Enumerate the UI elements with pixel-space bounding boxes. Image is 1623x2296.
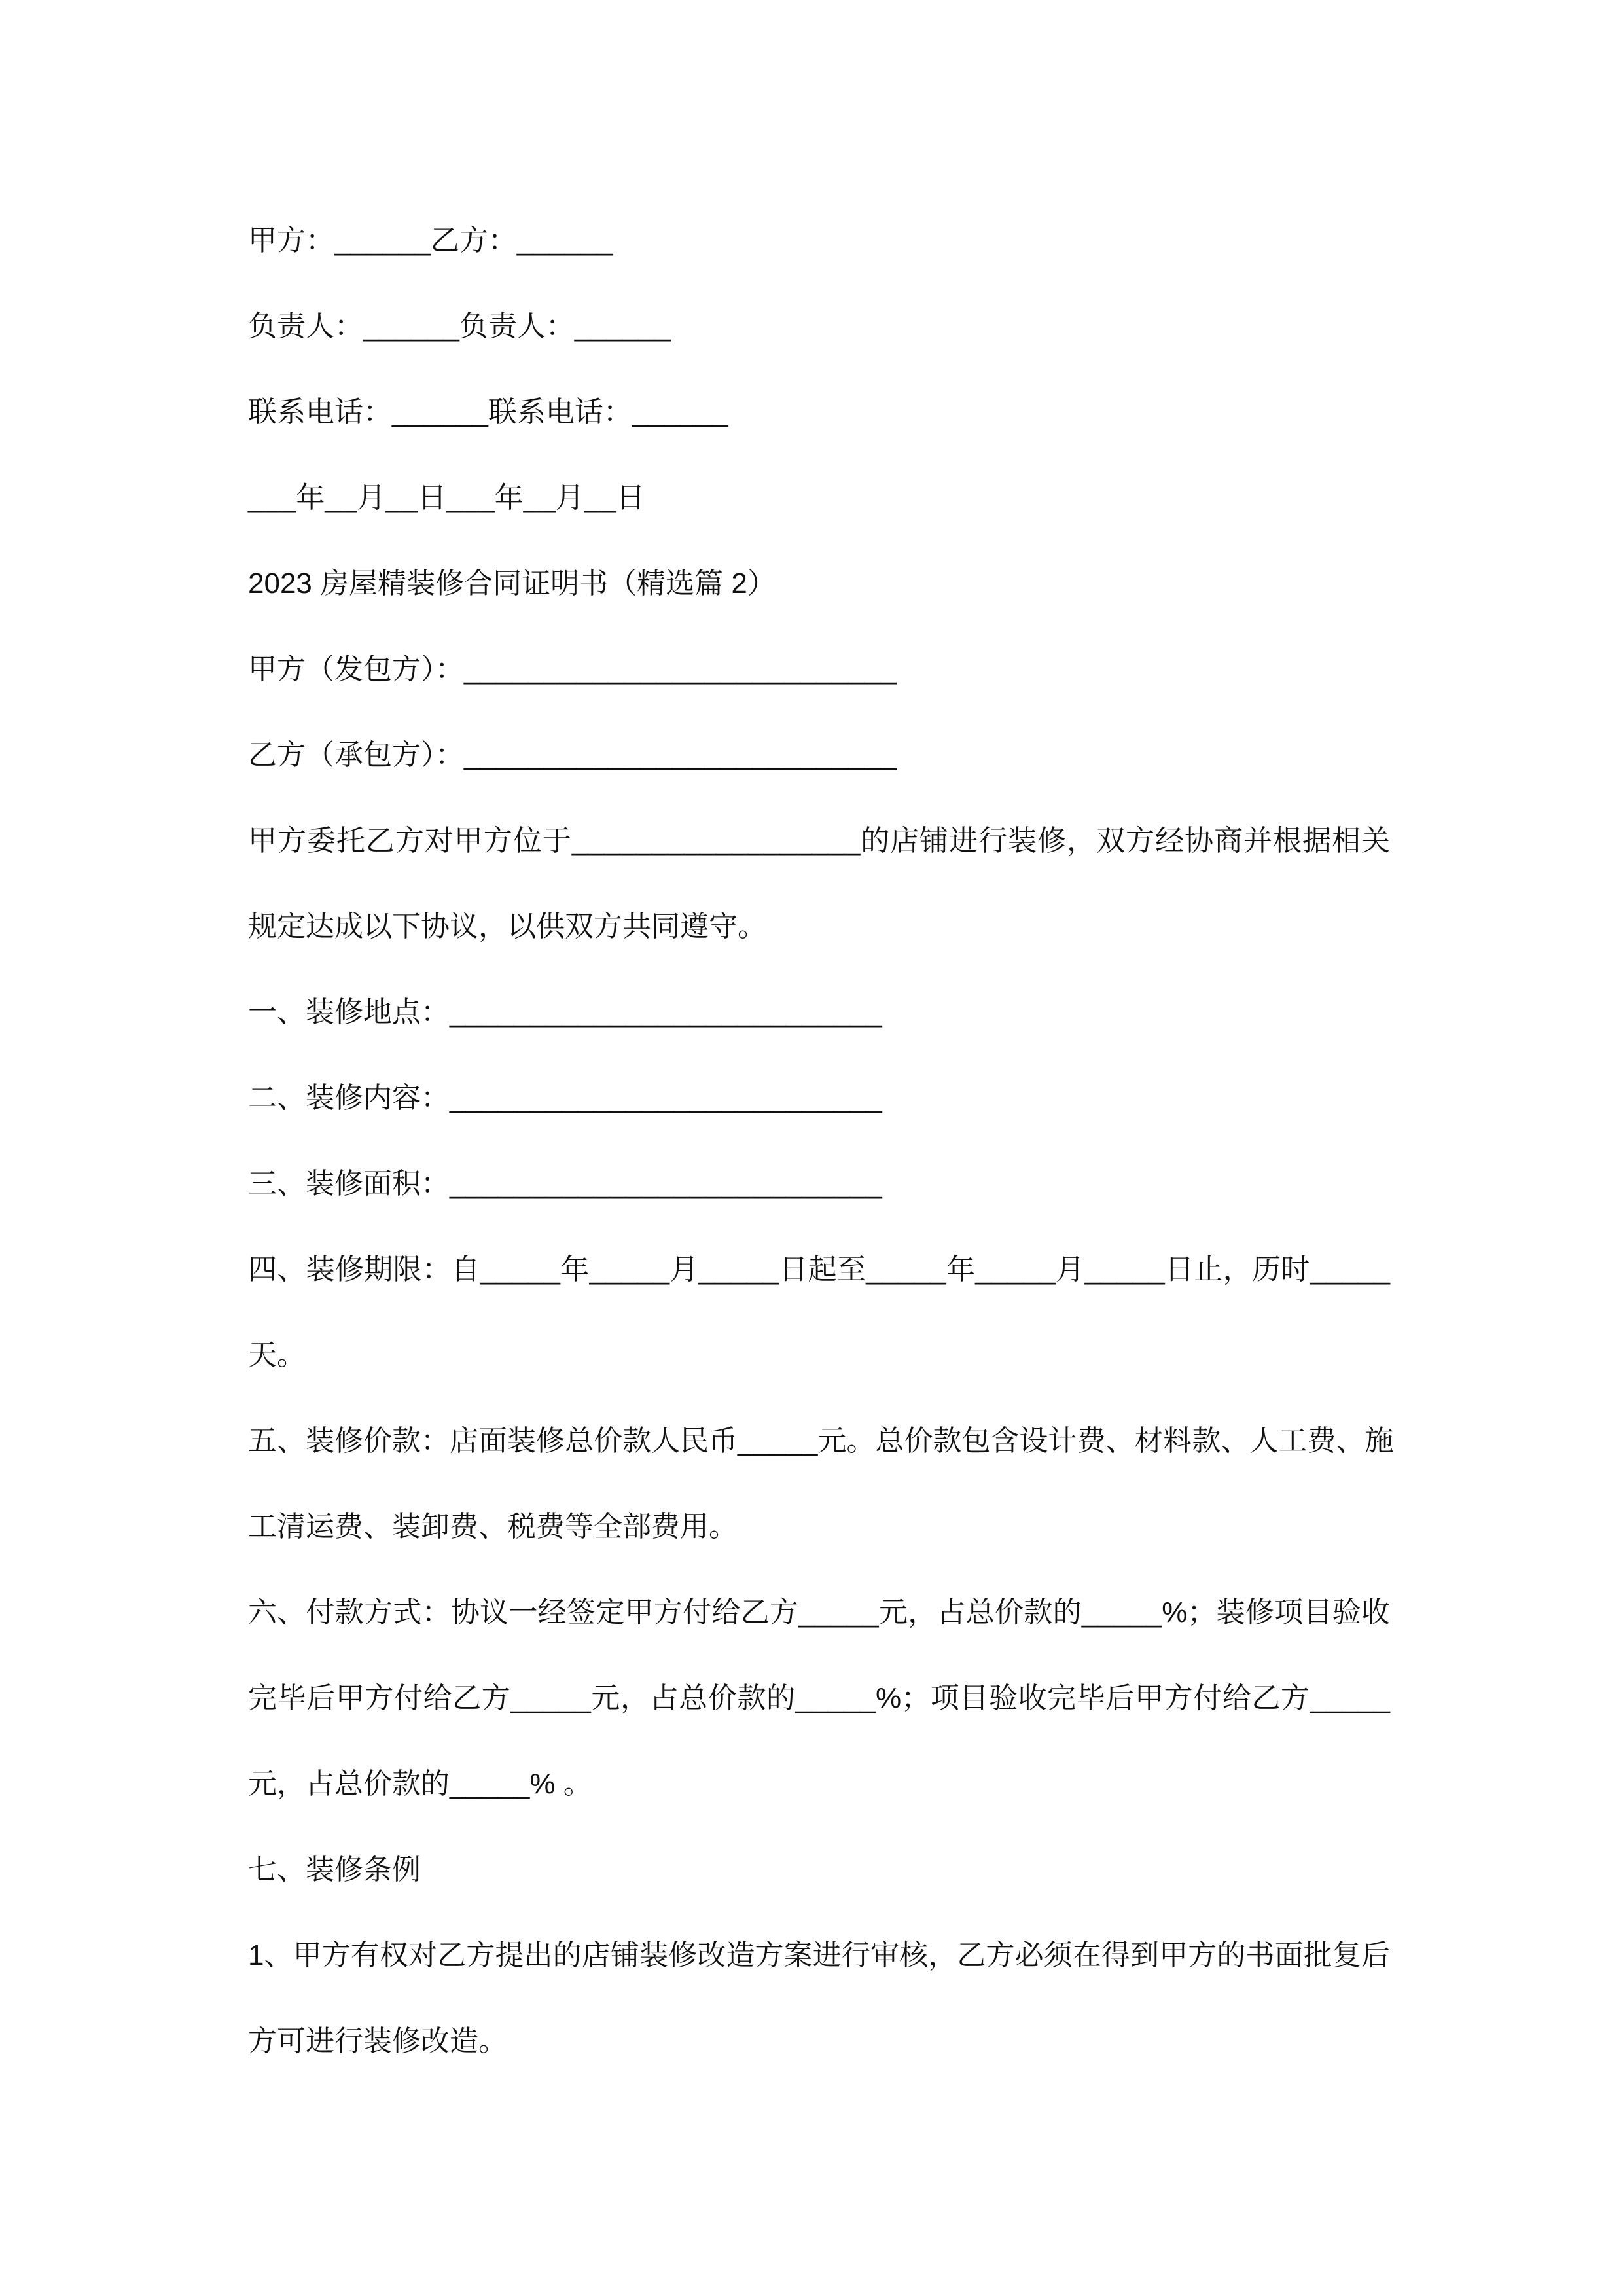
text-line: 甲方：______乙方：______: [248, 224, 613, 257]
text-line: 负责人：______负责人：______: [248, 310, 671, 342]
text-line: 六、付款方式：协议一经签定甲方付给乙方_____元，占总价款的_____%；装修项目验收: [248, 1596, 1390, 1628]
text-line: 1、甲方有权对乙方提出的店铺装修改造方案进行审核，乙方必须在得到甲方的书面批复后: [248, 1939, 1390, 1971]
text-line: 联系电话：______联系电话：______: [248, 396, 728, 428]
text-line: 乙方（承包方）：___________________________: [248, 739, 897, 771]
text-line: 2023 房屋精装修合同证明书（精选篇 2）: [248, 567, 776, 600]
text-line: 完毕后甲方付给乙方_____元，占总价款的_____%；项目验收完毕后甲方付给乙方_____: [248, 1682, 1390, 1714]
text-line: 工清运费、装卸费、税费等全部费用。: [248, 1511, 738, 1543]
text-line: 一、装修地点：___________________________: [248, 996, 882, 1028]
text-line: 五、装修价款：店面装修总价款人民币_____元。总价款包含设计费、材料款、人工费、施: [248, 1425, 1394, 1457]
text-line: ___年__月__日___年__月__日: [248, 482, 645, 514]
text-line: 七、装修条例: [248, 1854, 421, 1886]
text-line: 天。: [248, 1339, 306, 1371]
text-line: 三、装修面积：___________________________: [248, 1168, 882, 1200]
text-line: 元，占总价款的_____% 。: [248, 1768, 592, 1800]
text-line: 甲方（发包方）：___________________________: [248, 653, 897, 685]
text-line: 规定达成以下协议，以供双方共同遵守。: [248, 910, 766, 942]
text-line: 甲方委托乙方对甲方位于__________________的店铺进行装修，双方经协商并根据相关: [248, 825, 1390, 857]
text-line: 二、装修内容：___________________________: [248, 1082, 882, 1114]
text-line: 四、装修期限：自_____年_____月_____日起至_____年_____月_____日止，历时_____: [248, 1253, 1390, 1285]
text-line: 方可进行装修改造。: [248, 2025, 507, 2057]
document-page: [248, 198, 1394, 2084]
